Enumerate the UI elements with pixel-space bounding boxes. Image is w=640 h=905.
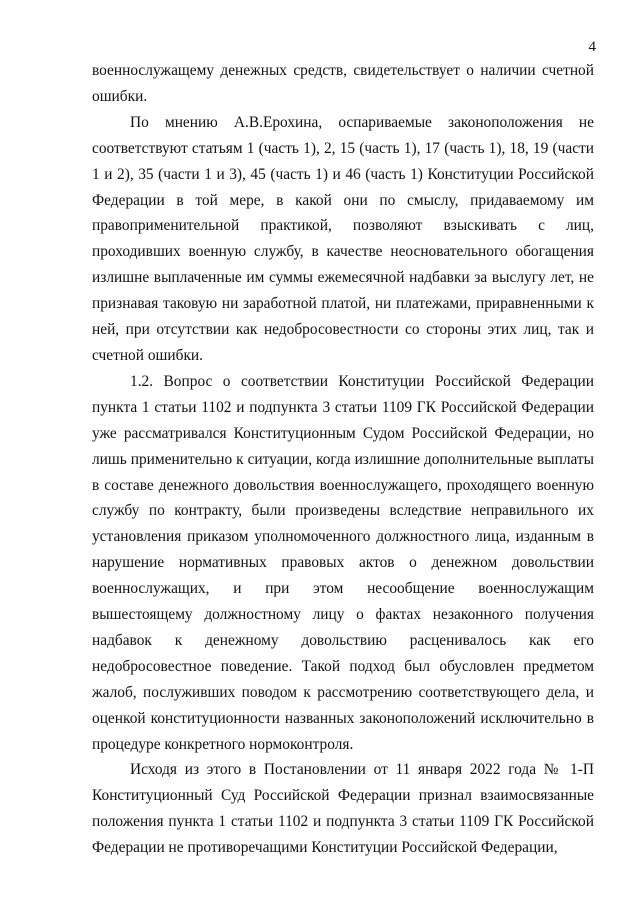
paragraph-section-1-2: 1.2. Вопрос о соответствии Конституции Российской Федерации пункта 1 статьи 1102 и подпункта 3 статьи 1109 ГК Российской Федерации уже рассматривался Конституционным Судом Российской Федерации, но лишь применительно к ситуации, когда излишние дополнительные выплаты в составе денежного довольствия военнослужащего, проходящего военную службу по контракту, были произведены вследствие неправильного их установления приказом уполномоченного должностного лица, изданным в нарушение нормативных правовых актов о денежном довольствии военнослужащих, и при этом несообщение военнослужащим вышестоящему должностному лицу о фактах незаконного получения надбавок к денежному довольствию расценивалось как его недобросовестное поведение. Такой подход был обусловлен предметом жалоб, послуживших поводом к рассмотрению соответствующего дела, и оценкой конституционности названных законоположений исключительно в процедуре конкретного нормоконтроля. — [92, 372, 594, 753]
paragraph-erokhin-opinion: По мнению А.В.Ерохина, оспариваемые законоположения не соответствуют статьям 1 (часть 1), 2, 15 (часть 1), 17 (часть 1), 18, 19 (части 1 и 2), 35 (части 1 и 3), 45 (часть 1) и 46 (часть 1) Конституции Российской Федерации в той мере, в какой они по смыслу, придаваемому им правоприменительной практикой, позволяют взыскивать с лиц, проходивших военную службу, в качестве неосновательного обогащения излишне выплаченные им суммы ежемесячной надбавки за выслугу лет, не признавая таковую ни заработной платой, ни платежами, приравненными к ней, при отсутствии как недобросовестности со стороны этих лиц, так и счетной ошибки. — [92, 113, 594, 364]
paragraph-ruling-1-p: Исходя из этого в Постановлении от 11 января 2022 года № 1-П Конституционный Суд Российской Федерации признал взаимосвязанные положения пункта 1 статьи 1102 и подпункта 3 статьи 1109 ГК Российской Федерации не противоречащими Конституции Российской Федерации, — [92, 761, 594, 857]
paragraph-continuation: военнослужащему денежных средств, свидетельствует о наличии счетной ошибки. — [92, 62, 594, 105]
page-number: 4 — [588, 39, 596, 55]
document-body — [92, 58, 594, 861]
